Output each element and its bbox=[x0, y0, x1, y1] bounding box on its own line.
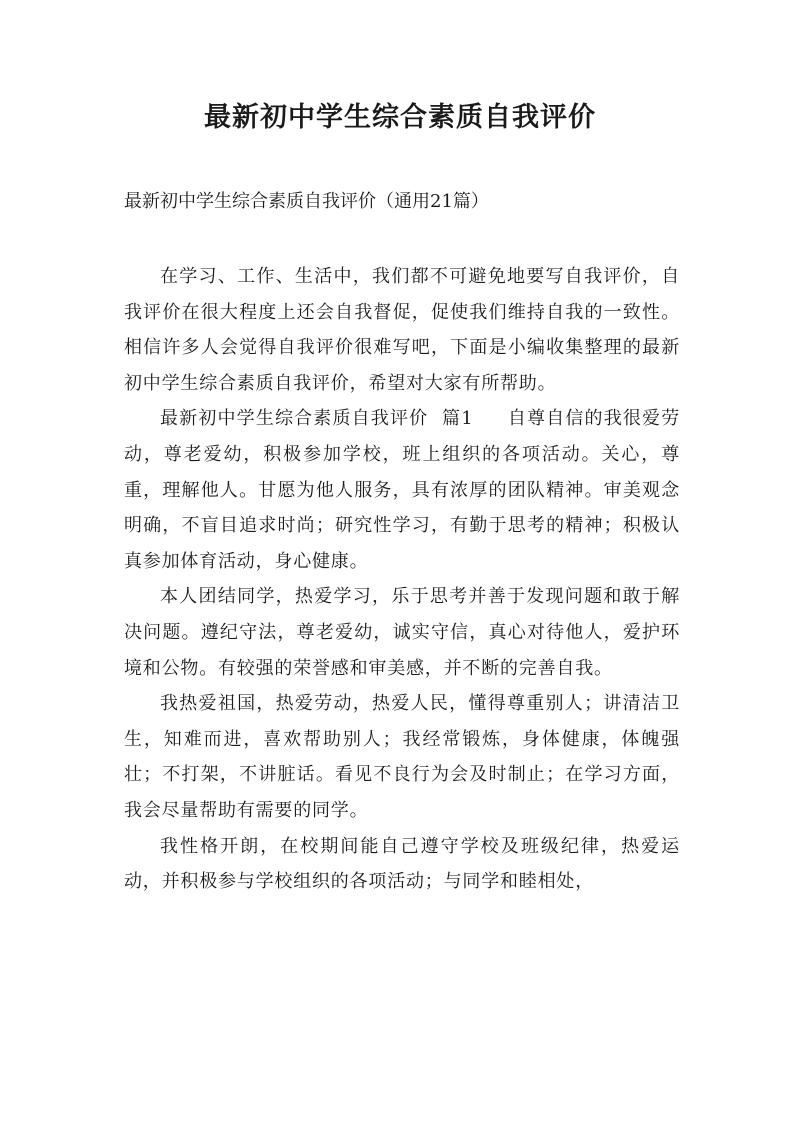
document-subtitle: 最新初中学生综合素质自我评价（通用21篇） bbox=[124, 191, 489, 212]
section-1-text: 我很爱劳动，尊老爱幼，积极参加学校，班上组织的各项活动。关心，尊重，理解他人。甘愿为他人服务，具有浓厚的团队精神。审美观念明确，不盲目追求时尚；研究性学习，有勤于思考的精神；积极认真参加体育活动，身心健康。 bbox=[124, 408, 680, 572]
body-paragraph: 本人团结同学，热爱学习，乐于思考并善于发现问题和敢于解决问题。遵纪守法，尊老爱幼，诚实守信，真心对待他人，爱护环境和公物。有较强的荣誉感和审美感，并不断的完善自我。 bbox=[124, 586, 680, 679]
body-paragraph: 我性格开朗，在校期间能自己遵守学校及班级纪律，热爱运动，并积极参与学校组织的各项活动；与同学和睦相处， bbox=[124, 835, 680, 893]
intro-paragraph: 在学习、工作、生活中，我们都不可避免地要写自我评价，自我评价在很大程度上还会自我督促，促使我们维持自我的一致性。相信许多人会觉得自我评价很难写吧，下面是小编收集整理的最新初中学生综合素质自我评价，希望对大家有所帮助。 bbox=[124, 266, 680, 394]
body-paragraph: 我热爱祖国，热爱劳动，热爱人民，懂得尊重别人；讲清洁卫生，知难而进，喜欢帮助别人；我经常锻炼，身体健康，体魄强壮；不打架，不讲脏话。看见不良行为会及时制止；在学习方面，我会尽量帮助有需要的同学。 bbox=[124, 693, 680, 821]
section-1-paragraph bbox=[124, 401, 680, 579]
section-1-heading: 最新初中学生综合素质自我评价 篇1 自尊自信的 bbox=[160, 408, 604, 430]
document-body bbox=[124, 259, 680, 900]
document-title: 最新初中学生综合素质自我评价 bbox=[204, 102, 596, 133]
